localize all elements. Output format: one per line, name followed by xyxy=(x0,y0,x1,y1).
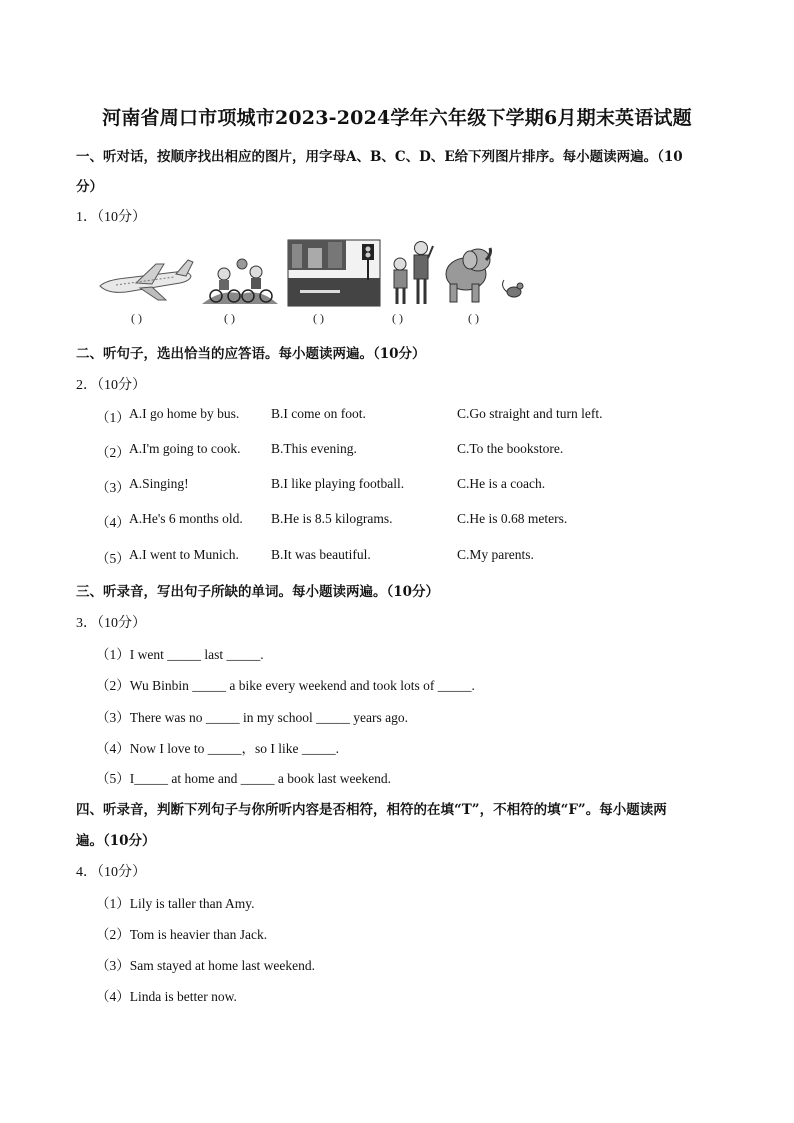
choice-c: C.To the bookstore. xyxy=(457,441,564,456)
airplane-icon xyxy=(96,258,196,304)
street-traffic-light-icon xyxy=(288,240,380,306)
choice-number: （4） xyxy=(96,515,130,530)
choice-b: B.I come on foot. xyxy=(271,406,366,421)
choice-b: B.This evening. xyxy=(271,441,357,456)
two-boys-icon xyxy=(390,238,434,306)
fill-blank-item: （1）I went _____ last _____. xyxy=(96,647,264,662)
fill-blank-item: （3）There was no _____ in my school _____ years ago. xyxy=(96,710,408,725)
true-false-item: （2）Tom is heavier than Jack. xyxy=(96,927,268,942)
picture-answer-paren: ( ) xyxy=(131,311,142,325)
section-4-heading-cont: 遍。（10分） xyxy=(76,833,156,849)
choice-a: A.I'm going to cook. xyxy=(129,441,241,456)
true-false-item: （4）Linda is better now. xyxy=(96,989,237,1004)
picture-answer-paren: ( ) xyxy=(224,311,235,325)
choice-a: A.He's 6 months old. xyxy=(129,511,243,526)
section-2-heading: 二、听句子，选出恰当的应答语。每小题读两遍。（10分） xyxy=(76,346,426,362)
question-1-number: 1．（10分） xyxy=(76,210,146,225)
choice-b: B.I like playing football. xyxy=(271,476,405,491)
fill-blank-item: （2）Wu Binbin _____ a bike every weekend and took lots of _____. xyxy=(96,678,475,693)
question-3-number: 3．（10分） xyxy=(76,616,146,631)
choice-number: （3） xyxy=(96,480,130,495)
choice-number: （2） xyxy=(96,445,130,460)
fill-blank-item: （5）I_____ at home and _____ a book last weekend. xyxy=(96,771,392,786)
section-1-heading-cont: 分） xyxy=(76,179,103,195)
fill-blank-item: （4）Now I love to _____，so I like _____. xyxy=(96,741,339,756)
elephant-mouse-icon xyxy=(442,246,530,304)
picture-answer-paren: ( ) xyxy=(468,311,479,325)
picture-answer-paren: ( ) xyxy=(392,311,403,325)
question-4-number: 4．（10分） xyxy=(76,865,146,880)
choice-number: （5） xyxy=(96,551,130,566)
kids-on-bikes-icon xyxy=(202,258,278,304)
choice-a: A.I go home by bus. xyxy=(129,406,240,421)
choice-c: C.He is a coach. xyxy=(457,476,546,491)
section-3-heading: 三、听录音，写出句子所缺的单词。每小题读两遍。（10分） xyxy=(76,584,440,600)
choice-a: A.Singing! xyxy=(129,476,189,491)
picture-answer-paren: ( ) xyxy=(313,311,324,325)
section-1-heading: 一、听对话，按顺序找出相应的图片，用字母A、B、C、D、E给下列图片排序。每小题读两遍。（10 xyxy=(76,149,683,165)
true-false-item: （3）Sam stayed at home last weekend. xyxy=(96,958,315,973)
choice-c: C.My parents. xyxy=(457,547,534,562)
choice-c: C.He is 0.68 meters. xyxy=(457,511,568,526)
choice-number: （1） xyxy=(96,410,130,425)
page-title: 河南省周口市项城市2023-2024学年六年级下学期6月期末英语试题 xyxy=(102,107,692,129)
choice-b: B.He is 8.5 kilograms. xyxy=(271,511,393,526)
choice-c: C.Go straight and turn left. xyxy=(457,406,603,421)
section-4-heading: 四、听录音，判断下列句子与你所听内容是否相符，相符的在填“T”，不相符的填“F”。每小题读两 xyxy=(76,802,667,818)
choice-b: B.It was beautiful. xyxy=(271,547,371,562)
choice-a: A.I went to Munich. xyxy=(129,547,239,562)
question-2-number: 2．（10分） xyxy=(76,378,146,393)
true-false-item: （1）Lily is taller than Amy. xyxy=(96,896,255,911)
